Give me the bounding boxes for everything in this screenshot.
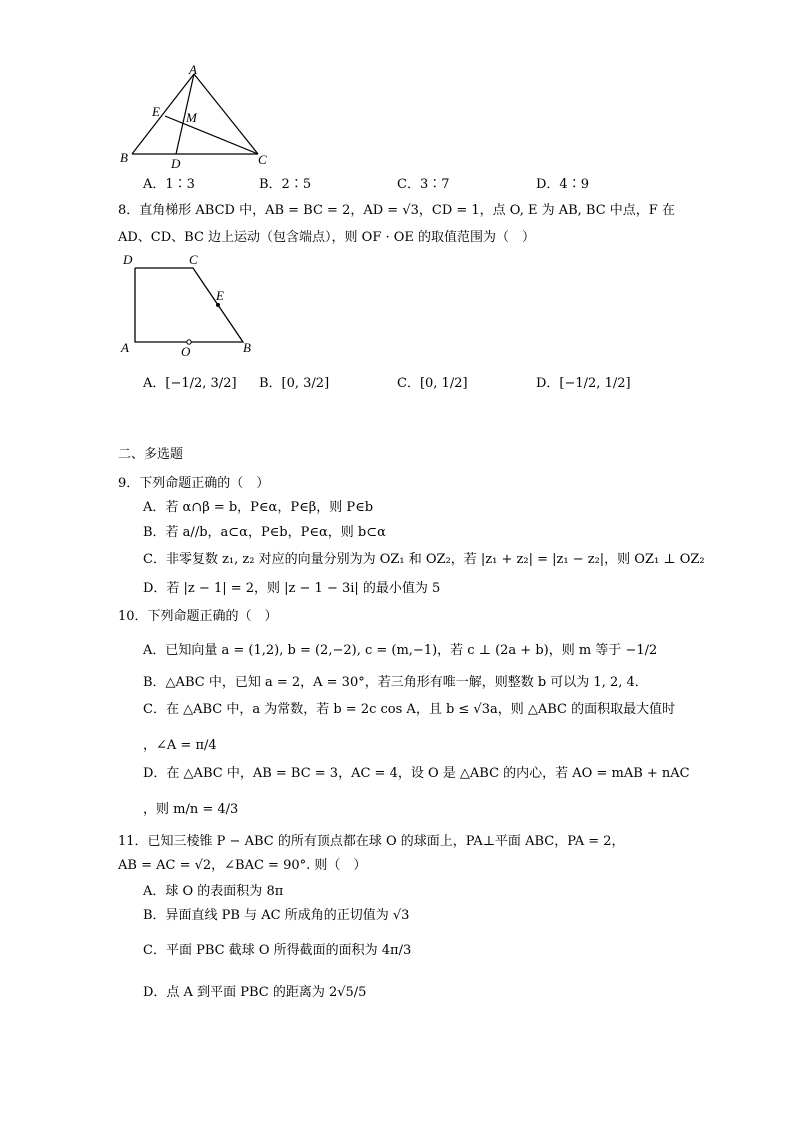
q9-option-c: C．非零复数 z₁, z₂ 对应的向量分别为为 OZ₁ 和 OZ₂，若 |z₁ + z₂| = |z₁ − z₂|，则 OZ₁ ⊥ OZ₂	[143, 552, 705, 567]
q11-stem-line1: 11．已知三棱锥 P − ABC 的所有顶点都在球 O 的球面上，PA⊥平面 ABC，PA = 2，	[118, 834, 625, 849]
q7-option-c: C．3∶7	[397, 177, 450, 192]
label-b: B	[243, 340, 251, 355]
q10-stem: 10．下列命题正确的（ ）	[118, 609, 278, 624]
section-heading: 二、多选题	[118, 447, 184, 462]
trapezoid-figure-q8	[115, 248, 265, 358]
label-m: M	[186, 110, 197, 125]
q7-option-a: A．1∶3	[143, 177, 195, 192]
q8-option-d: D．[−1/2, 1/2]	[536, 376, 631, 391]
label-b: B	[120, 150, 128, 165]
q9-option-b: B．若 a//b，a⊂α，P∈b，P∈α，则 b⊂α	[143, 525, 386, 540]
label-c: C	[189, 252, 198, 267]
label-e: E	[216, 288, 224, 303]
label-a: A	[121, 340, 129, 355]
label-d: D	[123, 252, 133, 267]
q8-option-b: B．[0, 3/2]	[259, 376, 330, 391]
q10-option-c-line1: C．在 △ABC 中，a 为常数，若 b = 2c cos A，且 b ≤ √3a，则 △ABC 的面积取最大值时	[143, 702, 676, 717]
q8-option-c: C．[0, 1/2]	[397, 376, 468, 391]
q7-option-b: B．2∶5	[259, 177, 312, 192]
q11-option-a: A．球 O 的表面积为 8π	[143, 884, 284, 899]
q9-option-d: D．若 |z − 1| = 2，则 |z − 1 − 3i| 的最小值为 5	[143, 581, 441, 596]
label-d: D	[171, 156, 181, 171]
q10-option-c-line2: ，∠A = π/4	[143, 738, 217, 753]
q10-option-d-line1: D．在 △ABC 中，AB = BC = 3，AC = 4，设 O 是 △ABC 的内心，若 AO = mAB + nAC	[143, 766, 690, 781]
q10-option-a: A．已知向量 a = (1,2), b = (2,−2), c = (m,−1)，若 c ⊥ (2a + b)，则 m 等于 −1/2	[143, 643, 658, 658]
q9-stem: 9．下列命题正确的（ ）	[118, 476, 270, 491]
label-c: C	[258, 152, 267, 167]
q11-stem-line2: AB = AC = √2，∠BAC = 90°. 则（ ）	[118, 858, 367, 873]
q10-option-b: B．△ABC 中，已知 a = 2，A = 30°，若三角形有唯一解，则整数 b 可以为 1, 2, 4．	[143, 675, 648, 690]
q11-option-c: C．平面 PBC 截球 O 所得截面的面积为 4π/3	[143, 943, 412, 958]
q8-stem-line1: 8．直角梯形 ABCD 中，AB = BC = 2，AD = √3，CD = 1，点 O, E 为 AB, BC 中点，F 在	[118, 203, 675, 218]
q11-option-d: D．点 A 到平面 PBC 的距离为 2√5/5	[143, 985, 367, 1000]
q7-option-d: D．4∶9	[536, 177, 589, 192]
q8-stem-line2: AD、CD、BC 边上运动（包含端点），则 OF · OE 的取值范围为（ ）	[118, 230, 536, 245]
label-o: O	[181, 344, 191, 358]
q8-option-a: A．[−1/2, 3/2]	[143, 376, 237, 391]
q9-option-a: A．若 α∩β = b，P∈α，P∈β，则 P∈b	[143, 500, 374, 515]
triangle-figure-q7	[110, 62, 280, 174]
label-a: A	[189, 62, 197, 77]
label-e: E	[152, 104, 160, 119]
q10-option-d-line2: ，则 m/n = 4/3	[143, 802, 239, 817]
q11-option-b: B．异面直线 PB 与 AC 所成角的正切值为 √3	[143, 908, 410, 923]
